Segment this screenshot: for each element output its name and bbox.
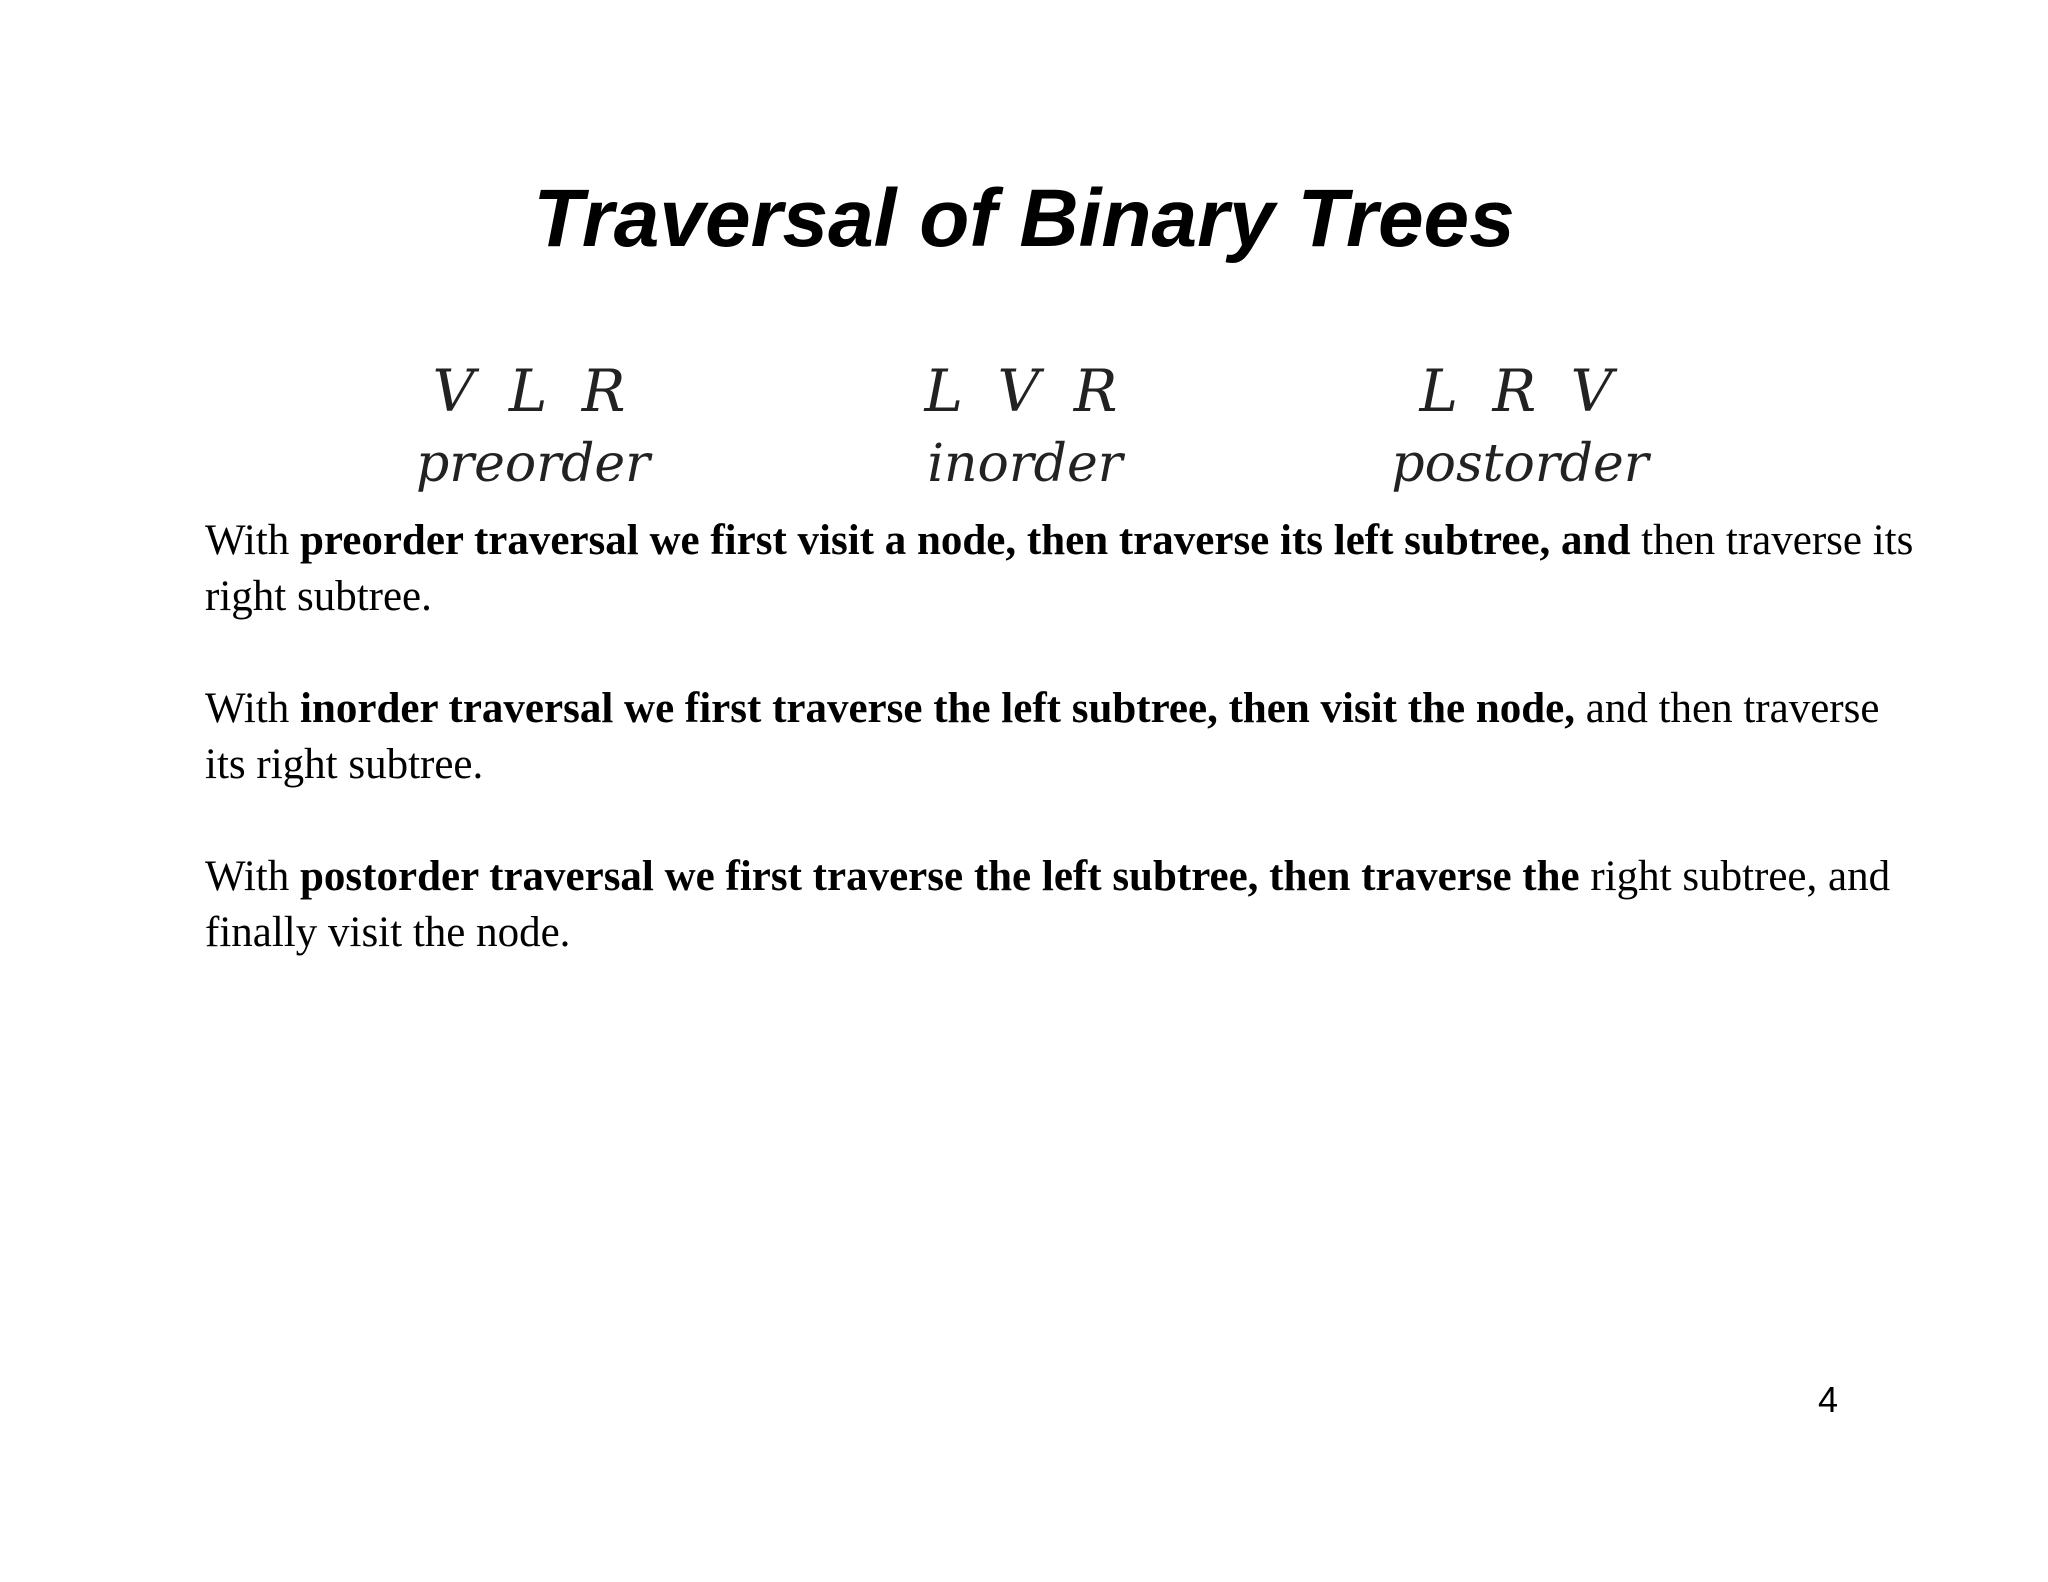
order-letters: L R V bbox=[1419, 357, 1621, 425]
paragraph-rest: then traverse its right subtree. bbox=[205, 517, 1914, 620]
page-number: 4 bbox=[1818, 1379, 1839, 1420]
order-inorder bbox=[825, 357, 1225, 494]
paragraph-rest: and then traverse its right subtree. bbox=[205, 685, 1880, 788]
paragraph-lead: With bbox=[205, 853, 301, 900]
paragraph-bold: postorder traversal we first traverse the left subtree, then traverse the bbox=[300, 853, 1580, 900]
order-name: preorder bbox=[416, 434, 650, 494]
order-name: inorder bbox=[927, 434, 1123, 494]
paragraph-rest: right subtree, and finally visit the node. bbox=[205, 853, 1891, 956]
paragraph-bold: inorder traversal we first traverse the left subtree, then visit the node, bbox=[300, 685, 1575, 732]
order-letters: V L R bbox=[432, 357, 634, 425]
order-postorder bbox=[1320, 357, 1720, 494]
paragraph-bold: preorder traversal we first visit a node, then traverse its left subtree, and bbox=[300, 517, 1631, 564]
slide-title: Traversal of Binary Trees bbox=[533, 173, 1515, 264]
order-preorder bbox=[333, 357, 733, 494]
inorder-description bbox=[205, 681, 1925, 793]
preorder-description bbox=[205, 513, 1925, 625]
paragraph-lead: With bbox=[205, 517, 301, 564]
paragraph-lead: With bbox=[205, 685, 301, 732]
postorder-description bbox=[205, 849, 1925, 961]
order-name: postorder bbox=[1391, 434, 1649, 494]
order-letters: L V R bbox=[924, 357, 1126, 425]
traversal-orders bbox=[0, 357, 2048, 512]
